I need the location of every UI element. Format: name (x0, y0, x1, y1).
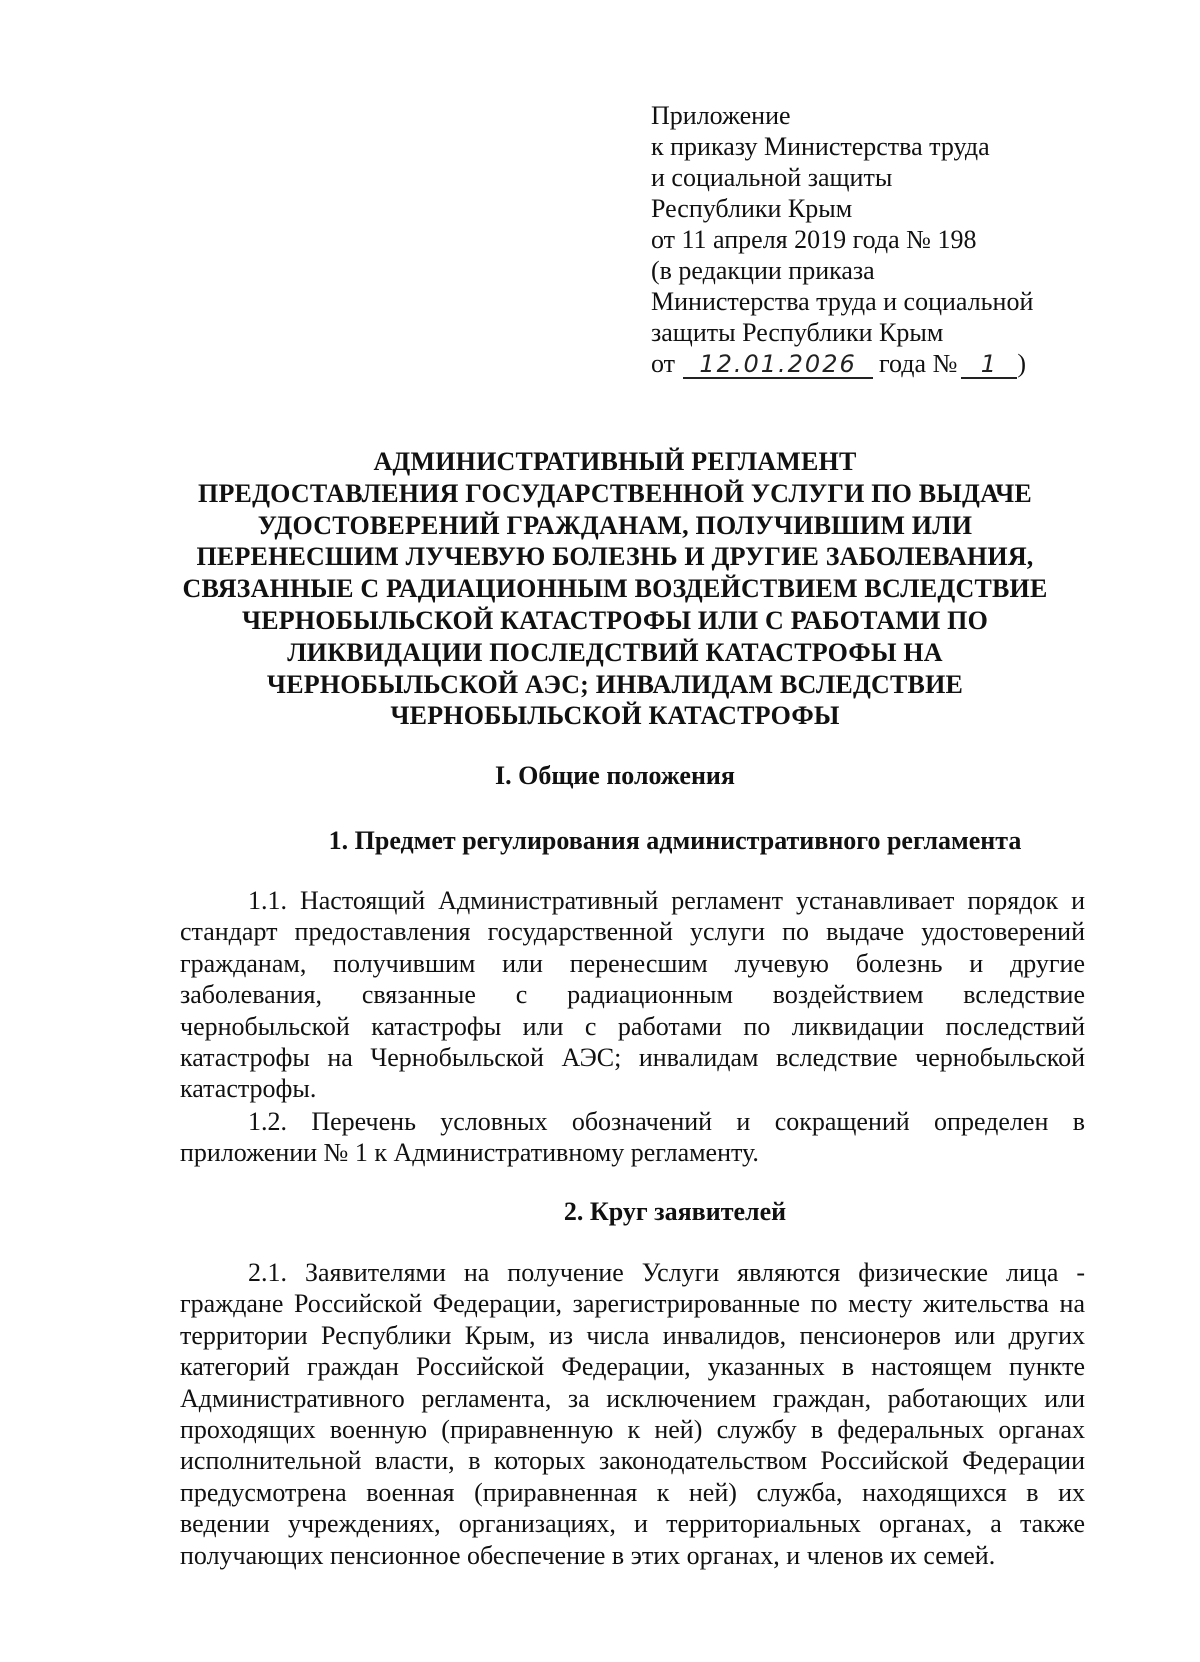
title-line: ЧЕРНОБЫЛЬСКОЙ АЭС; ИНВАЛИДАМ ВСЛЕДСТВИЕ (266, 669, 964, 699)
paragraph-line: предусмотрена военная (приравненная к ней) служба, находящихся в их (180, 1477, 1085, 1507)
paragraph-line: 2.1. Заявителями на получение Услуги являются физические лица - (248, 1258, 1085, 1287)
subsection-heading: 1. Предмет регулирования административного регламента (328, 826, 1022, 855)
title-line: ПЕРЕНЕСШИМ ЛУЧЕВУЮ БОЛЕЗНЬ И ДРУГИЕ ЗАБОЛЕВАНИЯ, (196, 542, 1034, 572)
paragraph-line: проходящих военную (приравненную к ней) службу в федеральных органах (180, 1415, 1085, 1445)
title-line: УДОСТОВЕРЕНИЙ ГРАЖДАНАМ, ПОЛУЧИВШИМ ИЛИ (257, 510, 973, 540)
paragraph-2-1 (180, 1257, 1085, 1571)
handwritten-number-text: 1 (980, 350, 999, 378)
appendix-header (651, 100, 1121, 379)
paragraph-line: приложении № 1 к Административному регламенту. (180, 1138, 759, 1168)
paragraph-line: катастрофы. (180, 1074, 317, 1104)
paragraph-line: заболевания, связанные с радиационным воздействием вследствие (180, 980, 1085, 1010)
appendix-line: к приказу Министерства труда (651, 132, 990, 161)
paragraph-line: катастрофы на Чернобыльской АЭС; инвалидам вследствие чернобыльской (180, 1043, 1085, 1073)
paragraph-line: 1.2. Перечень условных обозначений и сокращений определен в (248, 1107, 1085, 1136)
amendment-middle: года № (879, 349, 958, 378)
amendment-prefix: от (651, 349, 676, 378)
paragraph-line: граждане Российской Федерации, зарегистрированные по месту жительства на (180, 1289, 1085, 1319)
section-heading: I. Общие положения (495, 761, 735, 790)
title-line: ЧЕРНОБЫЛЬСКОЙ КАТАСТРОФЫ ИЛИ С РАБОТАМИ ПО (241, 605, 989, 635)
paragraph-line: Административного регламента, за исключением граждан, работающих или (180, 1383, 1085, 1413)
paragraph-line: 1.1. Настоящий Административный регламент устанавливает порядок и (248, 886, 1085, 915)
appendix-line: Республики Крым (651, 194, 853, 223)
appendix-line: и социальной защиты (651, 163, 893, 192)
paragraph-line: получающих пенсионное обеспечение в этих органах, и членов их семей. (180, 1540, 996, 1570)
title-line: ПРЕДОСТАВЛЕНИЯ ГОСУДАРСТВЕННОЙ УСЛУГИ ПО ВЫДАЧЕ (198, 478, 1032, 508)
paragraph-line: чернобыльской катастрофы или с работами по ликвидации последствий (180, 1011, 1085, 1041)
subsection-heading: 2. Круг заявителей (563, 1197, 787, 1226)
title-line: ЧЕРНОБЫЛЬСКОЙ КАТАСТРОФЫ (390, 701, 840, 731)
handwritten-date-text: 12.01.2026 (699, 350, 857, 378)
paragraph-line: территории Республики Крым, из числа инвалидов, пенсионеров или других (180, 1320, 1085, 1350)
appendix-line: от 11 апреля 2019 года № 198 (651, 225, 977, 254)
appendix-line: Приложение (651, 101, 791, 130)
amendment-date-line (651, 348, 1121, 379)
paragraph-line: исполнительной власти, в которых законодательством Российской Федерации (180, 1446, 1085, 1476)
paragraph-line: категорий граждан Российской Федерации, указанных в настоящем пункте (180, 1352, 1085, 1382)
title-line: ЛИКВИДАЦИИ ПОСЛЕДСТВИЙ КАТАСТРОФЫ НА (287, 637, 943, 667)
appendix-line: защиты Республики Крым (651, 318, 944, 347)
title-line: СВЯЗАННЫЕ С РАДИАЦИОННЫМ ВОЗДЕЙСТВИЕМ ВСЛЕДСТВИЕ (182, 574, 1048, 604)
paragraph-line: ведении учреждениях, организациях, и территориальных органах, а также (180, 1509, 1085, 1539)
paragraph-1-2 (180, 1106, 1085, 1169)
paragraph-line: стандарт предоставления государственной услуги по выдаче удостоверений (180, 917, 1085, 947)
appendix-line: (в редакции приказа (651, 256, 875, 285)
paragraph-1-1 (180, 885, 1085, 1105)
handwritten-date (683, 351, 873, 379)
paragraph-line: гражданам, получившим или перенесшим лучевую болезнь и другие (180, 948, 1085, 978)
appendix-line: Министерства труда и социальной (651, 287, 1034, 316)
document-title (150, 446, 1080, 732)
title-line: АДМИНИСТРАТИВНЫЙ РЕГЛАМЕНТ (373, 447, 857, 476)
amendment-suffix: ) (1017, 349, 1027, 378)
handwritten-number (961, 351, 1017, 379)
